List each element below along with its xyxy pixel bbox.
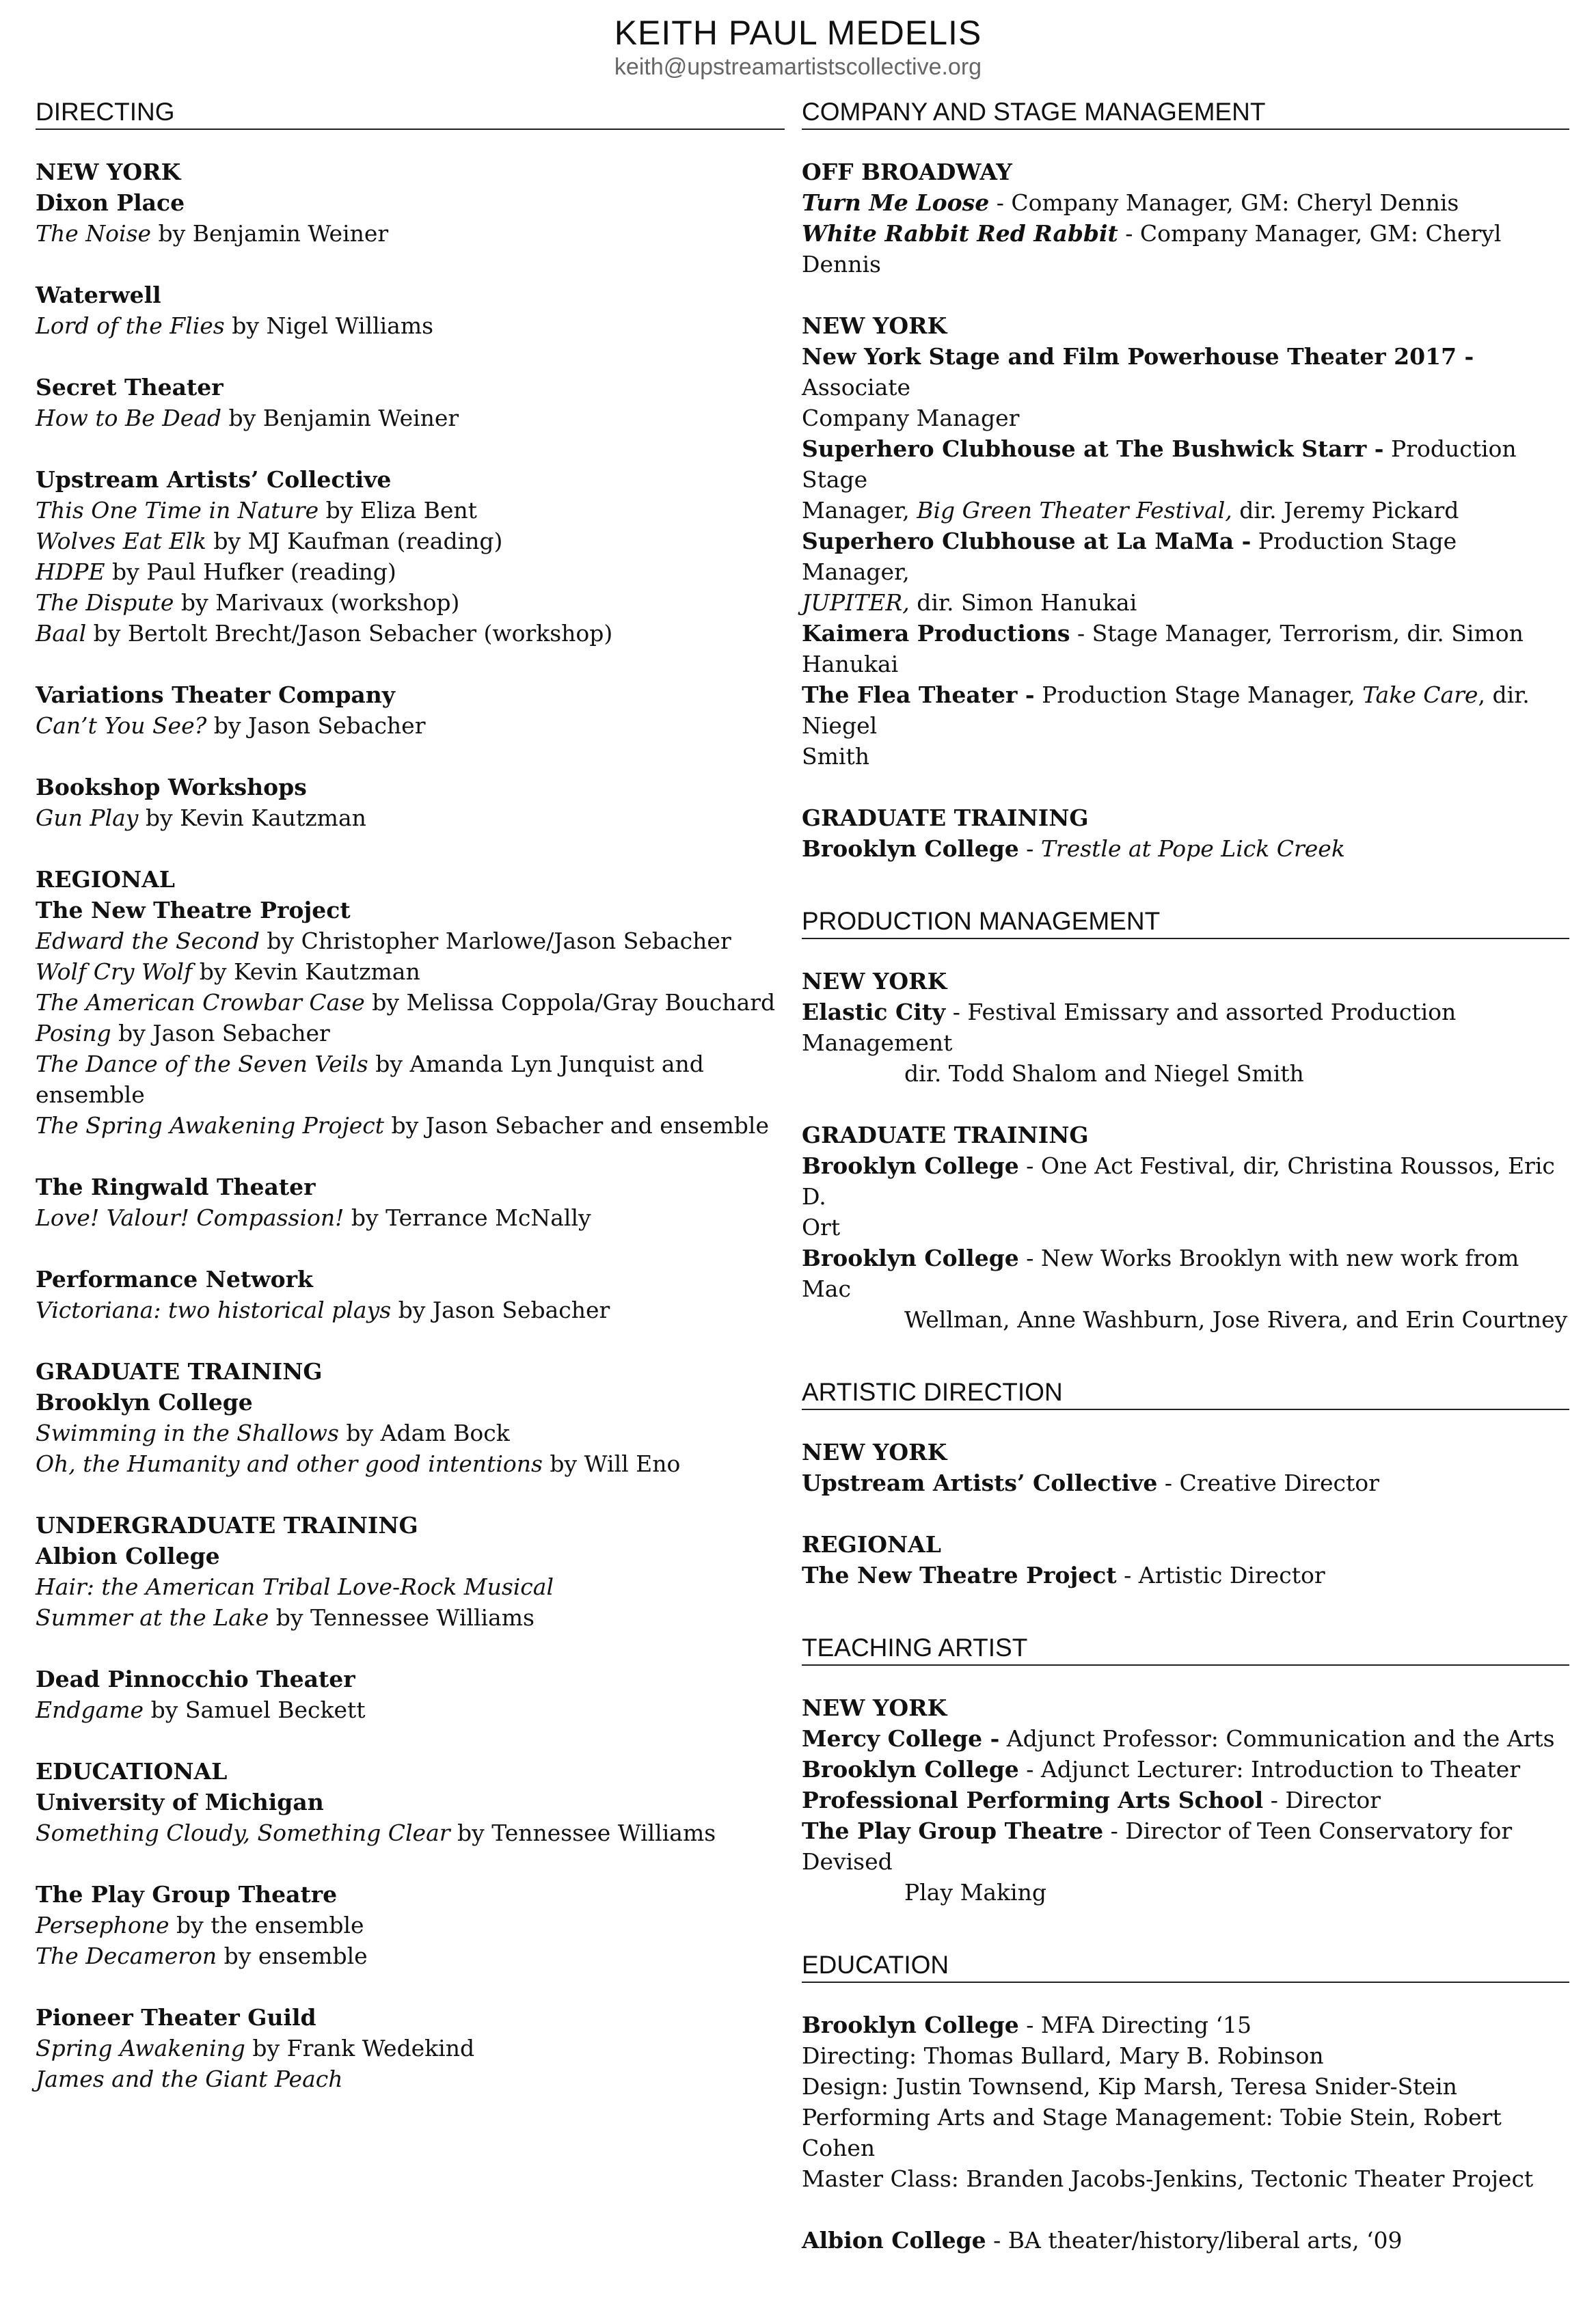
entry-text: Design: Justin Townsend, Kip Marsh, Teresa Snider-Stein [802,2073,1457,2100]
work-title: Summer at the Lake [36,1604,269,1631]
entry-text: - [1018,835,1041,862]
entry-line [802,997,1569,1058]
entry-title: The Play Group Theatre [802,1817,1104,1844]
entry-line [36,1110,785,1141]
entry-title: Superhero Clubhouse at La MaMa - [802,528,1252,554]
entry-text: Master Class: Branden Jacobs-Jenkins, Tectonic Theater Project [802,2165,1534,2192]
entry-title: GRADUATE TRAINING [36,1358,323,1385]
entry-line [36,1510,785,1541]
entry-line [36,2033,785,2064]
entry-text: - BA theater/history/liberal arts, ‘09 [986,2227,1403,2254]
section-teaching-artist [802,1633,1569,1908]
entry-text: Adjunct Professor: Communication and the Arts [999,1725,1555,1752]
entry-text: - Artistic Director [1116,1562,1325,1589]
entry-line [36,1910,785,1941]
entry-line [36,925,785,956]
entry-line [802,1437,1569,1468]
entry-line [36,864,785,895]
entry-title: Brooklyn College [802,835,1019,862]
entry-text: - Company Manager, GM: Cheryl Dennis [989,189,1459,216]
work-title: Trestle at Pope Lick Creek [1040,835,1345,862]
entry-line [36,372,785,403]
entry-line [36,1571,785,1602]
entry-text: by Samuel Beckett [144,1697,366,1723]
section-artistic-direction [802,1377,1569,1591]
entry-title: REGIONAL [802,1531,941,1558]
entry-line [802,1560,1569,1591]
entry-line [802,2163,1569,2194]
entry-title: Kaimera Productions [802,620,1070,647]
work-title: The Noise [36,220,152,247]
entry-text: by Benjamin Weiner [221,405,459,431]
section-body [802,1437,1569,1591]
entry-text: by Jason Sebacher and ensemble [384,1112,769,1139]
work-title: Wolf Cry Wolf [36,958,193,985]
entry-title: Mercy College - [802,1725,1000,1752]
entry-line [36,802,785,833]
work-title: The Dance of the Seven Veils [36,1051,368,1077]
entry-line [36,280,785,310]
entry-text: dir. Simon Hanukai [909,589,1137,616]
entry-line [36,1172,785,1202]
entry-line [802,802,1569,833]
entry-title: Variations Theater Company [36,681,395,708]
section-heading: ARTISTIC DIRECTION [802,1377,1569,1410]
spacer [36,433,785,464]
entry-line [802,741,1569,772]
work-title: Big Green Theater Festival, [917,497,1232,524]
entry-line [802,526,1569,587]
entry-line [802,341,1569,403]
work-title: Something Cloudy, Something Clear [36,1820,450,1846]
entry-text: - Director [1263,1787,1381,1813]
entry-text: - Creative Director [1157,1470,1379,1496]
entry-text: by Melissa Coppola/Gray Bouchard [364,989,776,1016]
entry-title: The New Theatre Project [802,1562,1117,1589]
entry-line [802,2010,1569,2040]
entry-text: by Christopher Marlowe/Jason Sebacher [259,928,731,954]
entry-line [802,1754,1569,1785]
entry-line [36,1941,785,1971]
entry-line [36,772,785,802]
work-title: Oh, the Humanity and other good intentions [36,1450,543,1477]
entry-title: Dead Pinnocchio Theater [36,1666,355,1692]
entry-line [36,710,785,741]
entry-title: Upstream Artists’ Collective [802,1470,1158,1496]
section-production-management [802,906,1569,1335]
spacer [802,772,1569,802]
entry-line [802,187,1569,218]
entry-line [36,1756,785,1787]
spacer [36,1479,785,1510]
entry-text: Directing: Thomas Bullard, Mary B. Robinson [802,2042,1324,2069]
right-column [802,97,1569,2298]
entry-text: - MFA Directing ‘15 [1018,2012,1252,2038]
entry-line [36,1202,785,1233]
entry-line [36,1295,785,1325]
entry-line [36,1049,785,1110]
entry-line [802,495,1569,526]
work-title: How to Be Dead [36,405,222,431]
entry-title: Albion College [36,1543,220,1569]
entry-line [36,526,785,556]
entry-line [802,1212,1569,1243]
entry-line [802,157,1569,187]
section-company-and-stage-management [802,97,1569,864]
entry-text: by Jason Sebacher [391,1297,610,1323]
entry-text: Company Manager [802,405,1020,431]
entry-title: The Flea Theater - [802,681,1035,708]
spacer [802,2194,1569,2225]
entry-line [802,218,1569,280]
work-title: Spring Awakening [36,2035,245,2062]
entry-title: Brooklyn College [802,1756,1019,1783]
entry-line [802,587,1569,618]
work-title: Baal [36,620,87,647]
entry-line [802,649,1569,679]
entry-line [802,1785,1569,1815]
work-title: Posing [36,1020,111,1046]
work-title: Wolves Eat Elk [36,528,206,554]
work-title: Turn Me Loose [802,189,990,216]
section-body [36,157,785,2094]
entry-text: by ensemble [217,1943,368,1969]
entry-line [36,1541,785,1571]
entry-title: NEW YORK [802,1439,947,1465]
entry-text: dir. Todd Shalom and Niegel Smith [904,1060,1304,1087]
spacer [36,1971,785,2002]
entry-text: Ort [802,1214,841,1241]
entry-title: Superhero Clubhouse at The Bushwick Starr - [802,435,1384,462]
section-heading: COMPANY AND STAGE MANAGEMENT [802,97,1569,130]
work-title: Can’t You See? [36,712,207,739]
entry-text: by Tennessee Williams [269,1604,535,1631]
entry-text: Production Stage [802,435,1517,493]
entry-title: NEW YORK [802,1694,947,1721]
entry-line [36,495,785,526]
entry-text: by Tennessee Williams [450,1820,716,1846]
work-title: Persephone [36,1912,170,1938]
spacer [36,249,785,280]
entry-line [36,618,785,649]
work-title: HDPE [36,558,105,585]
entry-line [802,1150,1569,1212]
entry-title: NEW YORK [802,968,947,995]
entry-line [36,587,785,618]
work-title: Swimming in the Shallows [36,1420,339,1446]
entry-line [36,464,785,495]
entry-title: University of Michigan [36,1789,324,1815]
entry-line [802,2071,1569,2102]
entry-title: UNDERGRADUATE TRAINING [36,1512,418,1539]
entry-line [802,1529,1569,1560]
entry-text: Production Stage Manager, [1034,681,1363,708]
entry-line [36,1356,785,1387]
entry-text: - Director of Teen Conservatory for Devised [802,1817,1513,1875]
entry-line [802,1877,1569,1908]
entry-line [802,403,1569,433]
entry-title: Upstream Artists’ Collective [36,466,392,493]
left-column [36,97,785,2137]
section-heading: PRODUCTION MANAGEMENT [802,906,1569,939]
entry-line [36,1418,785,1448]
section-body [802,966,1569,1335]
spacer [36,1848,785,1879]
entry-text: Manager, [802,497,917,524]
entry-title: The Play Group Theatre [36,1881,338,1908]
work-title: The American Crowbar Case [36,989,365,1016]
work-title: Endgame [36,1697,144,1723]
entry-line [36,1694,785,1725]
section-directing [36,97,785,2094]
work-title: Victoriana: two historical plays [36,1297,392,1323]
section-body [802,1692,1569,1908]
entry-line [802,1468,1569,1498]
entry-text: by Kevin Kautzman [192,958,420,985]
entry-text: - Stage Manager, Terrorism, dir. Simon [1070,620,1524,647]
entry-line [36,218,785,249]
entry-line [36,1018,785,1049]
entry-text: Performing Arts and Stage Management: Tobie Stein, Robert Cohen [802,2104,1502,2161]
entry-title: New York Stage and Film Powerhouse Theater 2017 - [802,343,1474,370]
resume-header [0,12,1596,81]
entry-line [802,2225,1569,2256]
spacer [802,1089,1569,1120]
spacer [36,1325,785,1356]
work-title: Lord of the Flies [36,312,225,339]
work-title: The Spring Awakening Project [36,1112,385,1139]
entry-text: by Kevin Kautzman [138,805,366,831]
entry-text: by Jason Sebacher [111,1020,330,1046]
entry-text: - Festival Emissary and assorted Production Management [802,999,1457,1056]
entry-line [36,187,785,218]
spacer [36,341,785,372]
entry-line [36,1602,785,1633]
entry-line [36,1787,785,1817]
entry-title: NEW YORK [36,159,181,185]
entry-text: by Adam Bock [338,1420,510,1446]
entry-text: by Nigel Williams [224,312,434,339]
entry-text: Smith [802,743,869,770]
work-title: JUPITER, [802,589,910,616]
spacer [36,1141,785,1172]
entry-line [36,895,785,925]
entry-title: Professional Performing Arts School [802,1787,1264,1813]
entry-title: Brooklyn College [36,1389,253,1416]
entry-title: The New Theatre Project [36,897,351,923]
entry-text: by the ensemble [169,1912,364,1938]
entry-text: by Benjamin Weiner [151,220,389,247]
spacer [802,280,1569,310]
entry-title: Elastic City [802,999,946,1025]
entry-line [36,2002,785,2033]
entry-line [802,1692,1569,1723]
work-title: This One Time in Nature [36,497,319,524]
entry-line [36,1448,785,1479]
entry-text: dir. Jeremy Pickard [1232,497,1459,524]
spacer [36,1633,785,1664]
entry-title: REGIONAL [36,866,175,893]
entry-line [36,679,785,710]
section-body [802,2010,1569,2256]
section-heading: DIRECTING [36,97,785,130]
entry-line [802,966,1569,997]
entry-line [802,2102,1569,2163]
section-heading: EDUCATION [802,1950,1569,1983]
entry-text: - Adjunct Lecturer: Introduction to Theater [1018,1756,1521,1783]
entry-line [802,618,1569,649]
entry-title: OFF BROADWAY [802,159,1012,185]
entry-title: Waterwell [36,282,161,308]
entry-text: - One Act Festival, dir, Christina Roussos, Eric D. [802,1152,1555,1210]
entry-line [36,987,785,1018]
section-body [802,157,1569,864]
spacer [802,1498,1569,1529]
entry-line [36,310,785,341]
entry-line [36,556,785,587]
entry-title: GRADUATE TRAINING [802,805,1089,831]
work-title: White Rabbit Red Rabbit [802,220,1118,247]
work-title: Gun Play [36,805,139,831]
entry-line [802,1243,1569,1304]
entry-text: by Paul Hufker (reading) [105,558,396,585]
entry-line [36,956,785,987]
entry-line [802,433,1569,495]
entry-text: by Eliza Bent [319,497,477,524]
entry-title: The Ringwald Theater [36,1174,316,1200]
entry-text: Associate [802,374,911,401]
entry-title: EDUCATIONAL [36,1758,228,1785]
entry-line [36,157,785,187]
work-title: The Dispute [36,589,174,616]
work-title: The Decameron [36,1943,217,1969]
entry-title: Brooklyn College [802,1245,1019,1271]
entry-title: Secret Theater [36,374,224,401]
entry-text: Hanukai [802,651,899,677]
entry-text: Wellman, Anne Washburn, Jose Rivera, and Erin Courtney [904,1306,1568,1333]
entry-text: , dir. Niegel [802,681,1530,739]
entry-text: by MJ Kaufman (reading) [206,528,503,554]
entry-line [802,1723,1569,1754]
section-education [802,1950,1569,2256]
work-title: Edward the Second [36,928,260,954]
entry-line [802,1304,1569,1335]
entry-line [802,2040,1569,2071]
work-title: Take Care [1362,681,1478,708]
entry-text: - New Works Brooklyn with new work from Mac [802,1245,1519,1302]
person-name: KEITH PAUL MEDELIS [614,14,982,52]
entry-title: GRADUATE TRAINING [802,1122,1089,1148]
entry-line [36,1879,785,1910]
entry-line [36,403,785,433]
entry-line [36,1817,785,1848]
entry-text: by Frank Wedekind [245,2035,475,2062]
entry-title: Pioneer Theater Guild [36,2004,316,2031]
spacer [36,649,785,679]
entry-line [802,1058,1569,1089]
entry-line [36,1264,785,1295]
entry-title: Brooklyn College [802,2012,1019,2038]
work-title: Love! Valour! Compassion! [36,1204,344,1231]
entry-title: Performance Network [36,1266,313,1293]
entry-text: by Terrance McNally [344,1204,591,1231]
entry-text: - Company Manager, GM: Cheryl Dennis [802,220,1502,278]
entry-text: Play Making [904,1879,1046,1906]
spacer [36,1725,785,1756]
entry-line [36,2064,785,2094]
spacer [36,1233,785,1264]
entry-text: by Jason Sebacher [206,712,426,739]
entry-line [802,679,1569,741]
entry-line [802,310,1569,341]
entry-text: by Will Eno [542,1450,681,1477]
entry-text: by Bertolt Brecht/Jason Sebacher (workshop) [86,620,613,647]
work-title: Hair: the American Tribal Love-Rock Musical [36,1573,554,1600]
work-title: James and the Giant Peach [36,2066,343,2092]
entry-text: by Amanda Lyn Junquist and ensemble [36,1051,704,1108]
entry-text: Production Stage Manager, [802,528,1457,585]
entry-line [36,1387,785,1418]
spacer [36,833,785,864]
entry-text: by Marivaux (workshop) [174,589,460,616]
spacer [36,741,785,772]
entry-title: Brooklyn College [802,1152,1019,1179]
contact-email[interactable]: keith@upstreamartistscollective.org [614,54,982,80]
entry-title: Bookshop Workshops [36,774,307,800]
entry-title: Dixon Place [36,189,185,216]
entry-line [802,1120,1569,1150]
entry-title: Albion College [802,2227,986,2254]
entry-line [802,1815,1569,1877]
entry-title: NEW YORK [802,312,947,339]
entry-line [36,1664,785,1694]
section-heading: TEACHING ARTIST [802,1633,1569,1666]
entry-line [802,833,1569,864]
